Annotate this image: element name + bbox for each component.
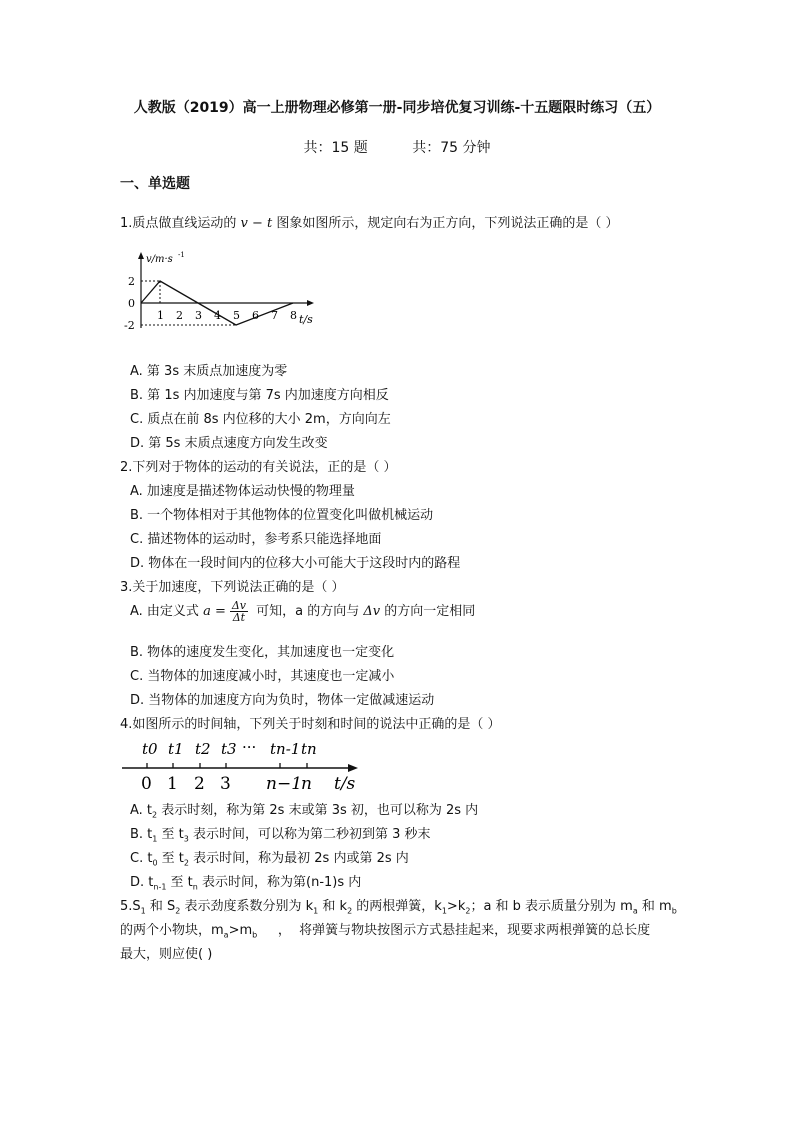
vt-graph-xlabel: t/s	[299, 313, 313, 326]
axis-bottom-label: 0	[141, 774, 152, 794]
vt-graph-ylabel-sup: -1	[178, 251, 185, 259]
x-tick: 8	[290, 309, 297, 322]
x-tick: 7	[271, 309, 278, 322]
question-4-option-b: B. $t_1$ 至 $t_3$ 表示时间，可以称为第二秒初到第 3 秒末	[130, 827, 431, 844]
question-2-option-c: C. 描述物体的运动时，参考系只能选择地面	[130, 532, 382, 547]
axis-bottom-label: 3	[220, 774, 231, 794]
time-limit: 共：75 分钟	[412, 140, 491, 156]
axis-top-label: t1	[168, 740, 184, 758]
formula-fraction: $\frac{\Delta v}{\Delta t}$	[231, 599, 247, 624]
question-1-option-c: C. 质点在前 8s 内位移的大小 2m，方向向左	[130, 412, 391, 427]
axis-bottom-label: 1	[167, 774, 178, 794]
question-3-option-c: C. 当物体的加速度减小时，其速度也一定减小	[130, 669, 395, 684]
question-2-option-b: B. 一个物体相对于其他物体的位置变化叫做机械运动	[130, 508, 434, 523]
vt-graph	[124, 248, 324, 344]
exam-meta	[0, 137, 794, 157]
question-3-option-d: D. 当物体的加速度方向为负时，物体一定做减速运动	[130, 693, 435, 708]
axis-bottom-label: n−1	[266, 774, 303, 794]
x-tick: 3	[195, 309, 202, 322]
axis-bottom-label: n	[301, 774, 312, 794]
question-2-option-d: D. 物体在一段时间内的位移大小可能大于这段时内的路程	[130, 556, 461, 571]
question-2-option-a: A. 加速度是描述物体运动快慢的物理量	[130, 484, 355, 499]
y-tick: -2	[124, 319, 135, 332]
axis-top-label: t0	[142, 740, 158, 758]
question-count: 共：15 题	[303, 140, 368, 156]
axis-top-label: ···	[242, 738, 257, 756]
question-4-option-c: C. $t_0$ 至 $t_2$ 表示时间，称为最初 2s 内或第 2s 内	[130, 851, 409, 868]
question-4-option-a: A. $t_2$ 表示时刻，称为第 2s 末或第 3s 初，也可以称为 2s 内	[130, 803, 479, 820]
question-1-option-b: B. 第 1s 内加速度与第 7s 内加速度方向相反	[130, 388, 389, 403]
axis-bottom-label: 2	[194, 774, 205, 794]
x-tick: 4	[214, 309, 221, 322]
question-5-stem-line-3: 最大，则应使( )	[120, 947, 213, 962]
axis-top-label: t2	[195, 740, 211, 758]
question-1-option-d: D. 第 5s 末质点速度方向发生改变	[130, 436, 328, 451]
x-tick: 1	[157, 309, 164, 322]
question-4-option-d: D. $t_{n-1}$ 至 $t_n$ 表示时间，称为第(n-1)s 内	[130, 875, 362, 892]
axis-top-label: tn-1	[270, 740, 301, 758]
x-tick: 6	[252, 309, 259, 322]
time-axis	[120, 736, 370, 796]
document-title: 人教版（2019）高一上册物理必修第一册-同步培优复习训练-十五题限时练习（五）	[133, 100, 661, 116]
section-heading: 一、单选题	[120, 176, 190, 192]
vt-graph-ylabel: v/m·s	[146, 254, 173, 265]
question-1-stem: 1.质点做直线运动的 v − t 图象如图所示，规定向右为正方向，下列说法正确的是（ ）	[120, 216, 619, 231]
question-2-stem: 2.下列对于物体的运动的有关说法，正的是（ ）	[120, 460, 397, 475]
axis-unit: t/s	[334, 774, 356, 794]
axis-top-label: tn	[301, 740, 317, 758]
question-5-stem-line-1: $5.S_1$ 和 $S_2$ 表示劲度系数分别为 $k_1$ 和 $k_2$ 的两根弹簧，$k_1>k_2$；a 和 b 表示质量分别为 $m_a$ 和 $m_b$	[120, 899, 677, 916]
x-tick: 2	[176, 309, 183, 322]
y-tick: 2	[128, 275, 135, 288]
x-tick: 5	[233, 309, 240, 322]
question-5-stem-line-2: 的两个小物块，$m_a>m_b$ ， 将弹簧与物块按图示方式悬挂起来，现要求两根弹簧的总长度	[120, 923, 651, 940]
question-4-stem: 4.如图所示的时间轴，下列关于时刻和时间的说法中正确的是（ ）	[120, 717, 501, 732]
question-3-option-a: A. 由定义式 a = $\frac{\Delta v}{\Delta t}$ 可知，a 的方向与 Δv 的方向一定相同	[130, 599, 476, 624]
question-3-option-b: B. 物体的速度发生变化，其加速度也一定变化	[130, 645, 395, 660]
question-1-option-a: A. 第 3s 末质点加速度为零	[130, 364, 288, 379]
y-tick: 0	[128, 297, 135, 310]
question-3-stem: 3.关于加速度，下列说法正确的是（ ）	[120, 580, 345, 595]
axis-top-label: t3	[221, 740, 237, 758]
